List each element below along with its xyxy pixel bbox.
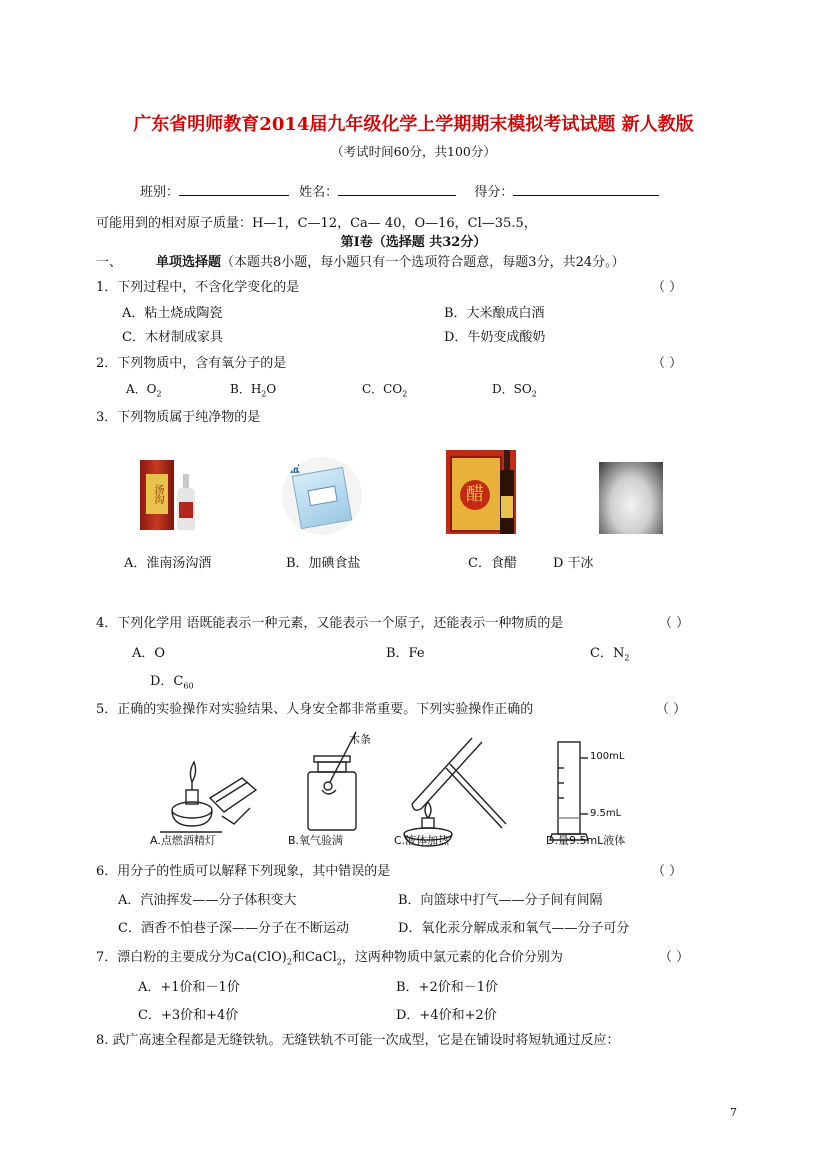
q3-option-d: D 干冰 xyxy=(553,556,594,571)
q4-option-b: B．Fe xyxy=(386,646,425,661)
section-heading: 第Ⅰ卷（选择题 共32分） xyxy=(340,235,487,250)
q7-stem: 7．漂白粉的主要成分为$Ca(ClO)_2$和CaCl$_2$，这两种物质中氯元素的化合价分别为 xyxy=(96,950,563,967)
q4-option-c: C．$N_2$ xyxy=(590,646,630,663)
q3-option-c: C．食醋 xyxy=(468,556,517,571)
q2-answer-paren: （ ） xyxy=(652,356,683,371)
q7-option-b: B．+2价和－1价 xyxy=(396,980,498,995)
vinegar-image xyxy=(446,450,516,534)
q7-option-d: D．+4价和+2价 xyxy=(396,1008,497,1023)
q6-option-a: A．汽油挥发——分子体积变大 xyxy=(118,893,297,908)
page-number: 7 xyxy=(730,1106,737,1119)
vinegar-bottle xyxy=(500,450,514,534)
q3-option-b: B．加碘食盐 xyxy=(286,556,361,571)
q1-option-d: D．牛奶变成酸奶 xyxy=(444,330,546,345)
vinegar-box xyxy=(450,456,502,532)
q1-answer-paren: （ ） xyxy=(652,280,683,295)
dry-ice-image xyxy=(599,462,663,534)
q7-option-a: A．+1价和－1价 xyxy=(138,980,240,995)
class-blank xyxy=(179,181,289,196)
cylinder-mark-9-5: 9.5mL xyxy=(590,808,622,819)
q6-option-b: B．向篮球中打气——分子间有间隔 xyxy=(398,893,603,908)
liquor-box xyxy=(140,460,174,530)
q5-caption-a: A.点燃酒精灯 xyxy=(150,834,216,847)
q4-answer-paren: （ ） xyxy=(659,616,690,631)
q2-option-c: C．$CO_2$ xyxy=(362,382,408,399)
name-blank xyxy=(338,181,456,196)
iodized-salt-image xyxy=(282,457,362,535)
q6-stem: 6．用分子的性质可以解释下列现象，其中错误的是 xyxy=(96,864,391,879)
wood-stick-label: 木条 xyxy=(349,733,371,746)
liquor-label: 汤沟 xyxy=(146,474,168,514)
exam-duration: （考试时间60分，共100分） xyxy=(331,144,496,159)
cylinder-mark-100: 100mL xyxy=(590,751,625,762)
q3-stem: 3．下列物质属于纯净物的是 xyxy=(96,410,261,425)
q4-stem: 4．下列化学用 语既能表示一种元素，又能表示一个原子，还能表示一种物质的是 xyxy=(96,616,564,631)
vinegar-label: 醋 xyxy=(460,480,490,510)
q7-option-c: C．+3价和+4价 xyxy=(138,1008,239,1023)
q5-answer-paren: （ ） xyxy=(656,702,687,717)
q1-stem: 1．下列过程中，不含化学变化的是 xyxy=(96,280,300,295)
class-label: 班别： xyxy=(140,185,180,200)
q2-stem: 2．下列物质中，含有氧分子的是 xyxy=(96,356,287,371)
liquor-bottle-image xyxy=(140,456,198,530)
q6-answer-paren: （ ） xyxy=(652,864,683,879)
score-blank xyxy=(513,181,659,196)
name-label: 姓名： xyxy=(299,185,339,200)
part-name: 单项选择题 xyxy=(156,255,222,270)
alcohol-lamp-a-drawing xyxy=(160,762,256,832)
part-number: 一、 xyxy=(96,255,123,270)
score-label: 得分： xyxy=(474,185,514,200)
q5-caption-b: B.氧气验满 xyxy=(288,834,344,847)
q4-option-d: D．$C_{60}$ xyxy=(150,674,194,691)
part-description: （本题共8小题，每小题只有一个选项符合题意，每题3分，共24分。） xyxy=(221,255,625,270)
q1-option-a: A．粘土烧成陶瓷 xyxy=(122,306,223,321)
salt-label: 盐 xyxy=(286,460,300,476)
q6-option-c: C．酒香不怕巷子深——分子在不断运动 xyxy=(118,921,349,936)
q4-option-a: A．O xyxy=(132,646,166,661)
q5-caption-d: D.量9.5mL液体 xyxy=(546,834,626,847)
q2-option-a: A．$O_2$ xyxy=(126,382,162,399)
q5-stem: 5．正确的实验操作对实验结果、人身安全都非常重要。下列实验操作正确的 xyxy=(96,702,534,717)
q3-option-a: A．淮南汤沟酒 xyxy=(124,556,212,571)
liquor-bottle xyxy=(176,474,196,530)
info-fields xyxy=(140,181,659,200)
q2-option-b: B．$H_2O$ xyxy=(230,382,277,399)
q1-option-c: C．木材制成家具 xyxy=(122,330,223,345)
salt-bag xyxy=(292,467,353,529)
q6-option-d: D．氧化汞分解成汞和氧气——分子可分 xyxy=(398,921,630,936)
q2-option-d: D．$SO_2$ xyxy=(492,382,537,399)
page-title: 广东省明师教育2014届九年级化学上学期期末模拟考试试题 新人教版 xyxy=(133,114,694,135)
q1-option-b: B．大米酿成白酒 xyxy=(444,306,545,321)
part-header xyxy=(96,251,625,270)
q5-caption-c: C.液体加热 xyxy=(394,834,450,847)
liquid-heating-drawing xyxy=(404,738,506,846)
q8-stem: 8. 武广高速全程都是无缝铁轨。无缝铁轨不可能一次成型，它是在铺设时将短轨通过反应： xyxy=(96,1033,620,1048)
graduated-cylinder-drawing xyxy=(550,742,588,840)
atomic-mass-line: 可能用到的相对原子质量：H—1，C—12，Ca— 40，O—16，Cl—35.5， xyxy=(96,216,537,231)
q7-answer-paren: （ ） xyxy=(659,950,690,965)
